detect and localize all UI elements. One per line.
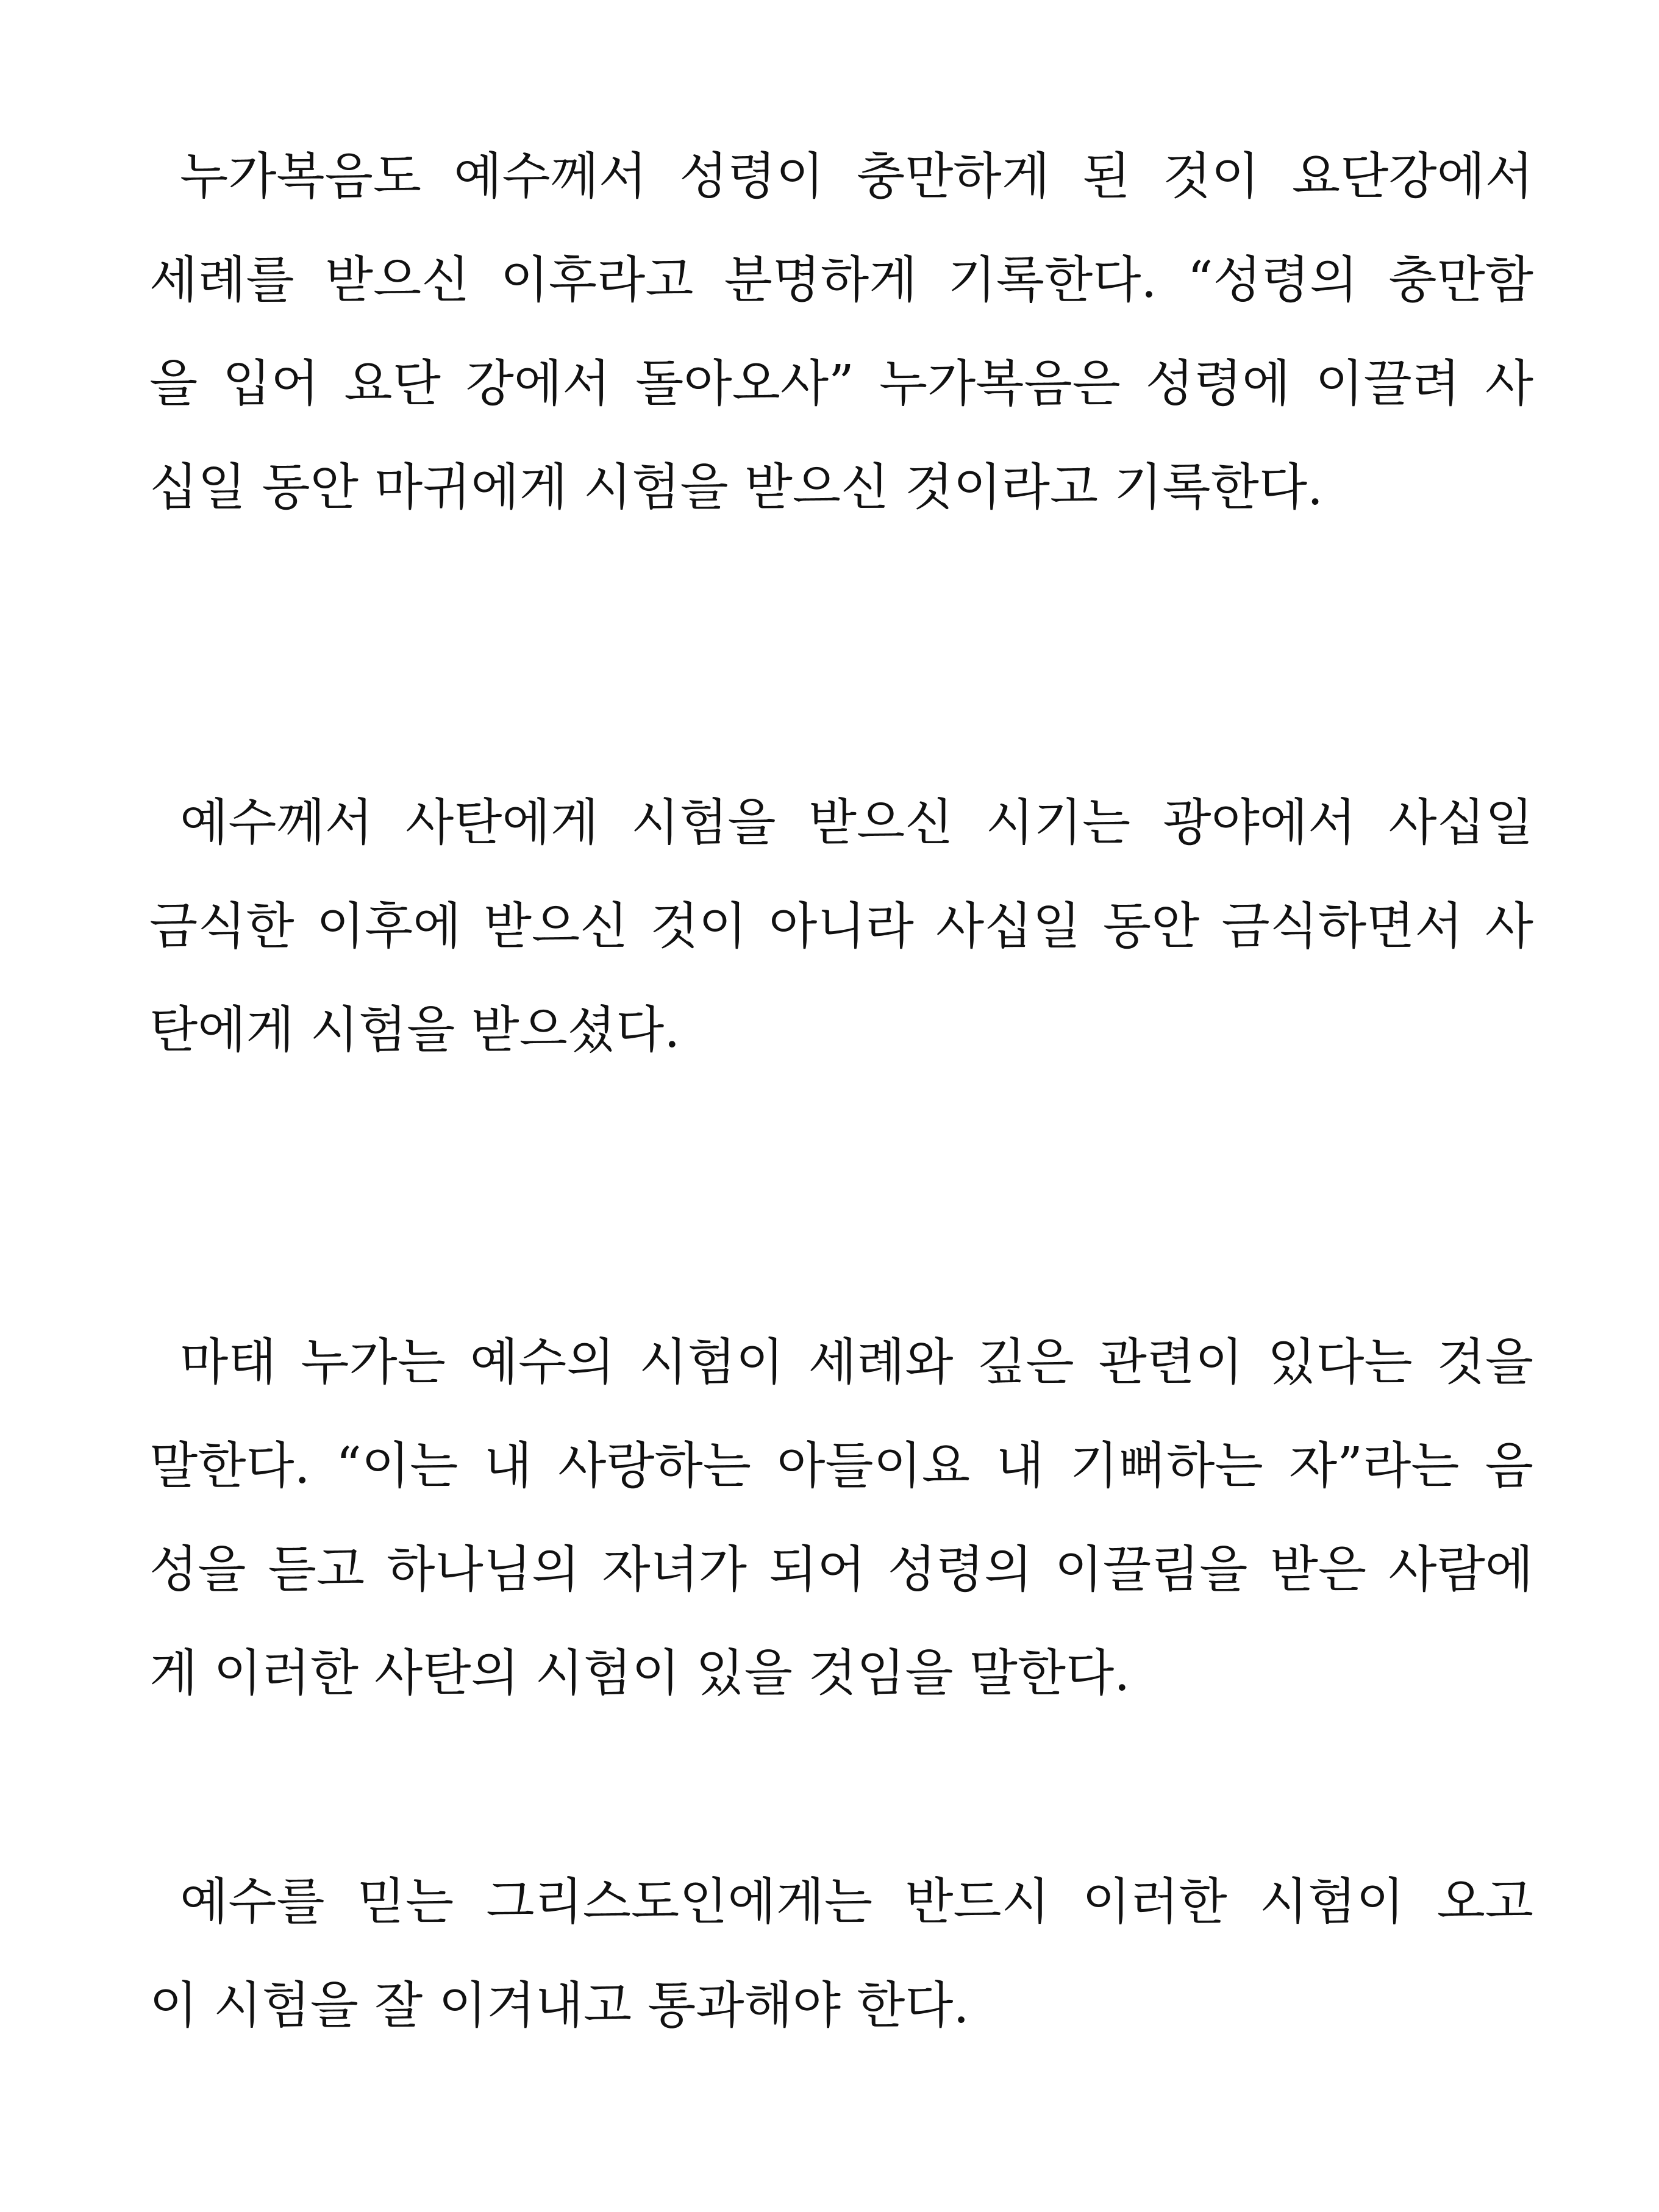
paragraph-2-line-3: 탄에게 시험을 받으셨다.	[149, 1001, 680, 1059]
paragraph-4-line-2: 이 시험을 잘 이겨내고 통과해야 한다.	[149, 1977, 969, 2035]
paragraph-3-line-2: 말한다. “이는 내 사랑하는 아들이요 내 기뻐하는 자”라는 음	[149, 1437, 1533, 1495]
paragraph-3-line-1: 마태 누가는 예수의 시험이 세례와 깊은 관련이 있다는 것을	[180, 1333, 1533, 1391]
paragraph-2-line-2: 금식한 이후에 받으신 것이 아니라 사십일 동안 금식하면서 사	[149, 897, 1533, 955]
paragraph-2-line-1: 예수께서 사탄에게 시험을 받으신 시기는 광야에서 사십일	[180, 794, 1533, 852]
paragraph-3-line-4: 게 이러한 사탄의 시험이 있을 것임을 말한다.	[149, 1644, 1130, 1702]
paragraph-4-line-1: 예수를 믿는 그리스도인에게는 반드시 이러한 시험이 오고	[180, 1873, 1533, 1931]
paragraph-1-line-4: 십일 동안 마귀에게 시험을 받으신 것이라고 기록한다.	[149, 458, 1324, 516]
paragraph-1-line-2: 세례를 받으신 이후라고 분명하게 기록한다. “성령의 충만함	[149, 251, 1533, 309]
paragraph-1-line-3: 을 입어 요단 강에서 돌아오사” 누가복음은 성령에 이끌려 사	[149, 355, 1533, 413]
paragraph-3-line-3: 성을 듣고 하나님의 자녀가 되어 성령의 이끌림을 받은 사람에	[149, 1541, 1533, 1599]
paragraph-1-line-1: 누가복음도 예수께서 성령이 충만하게 된 것이 요단강에서	[180, 148, 1533, 205]
